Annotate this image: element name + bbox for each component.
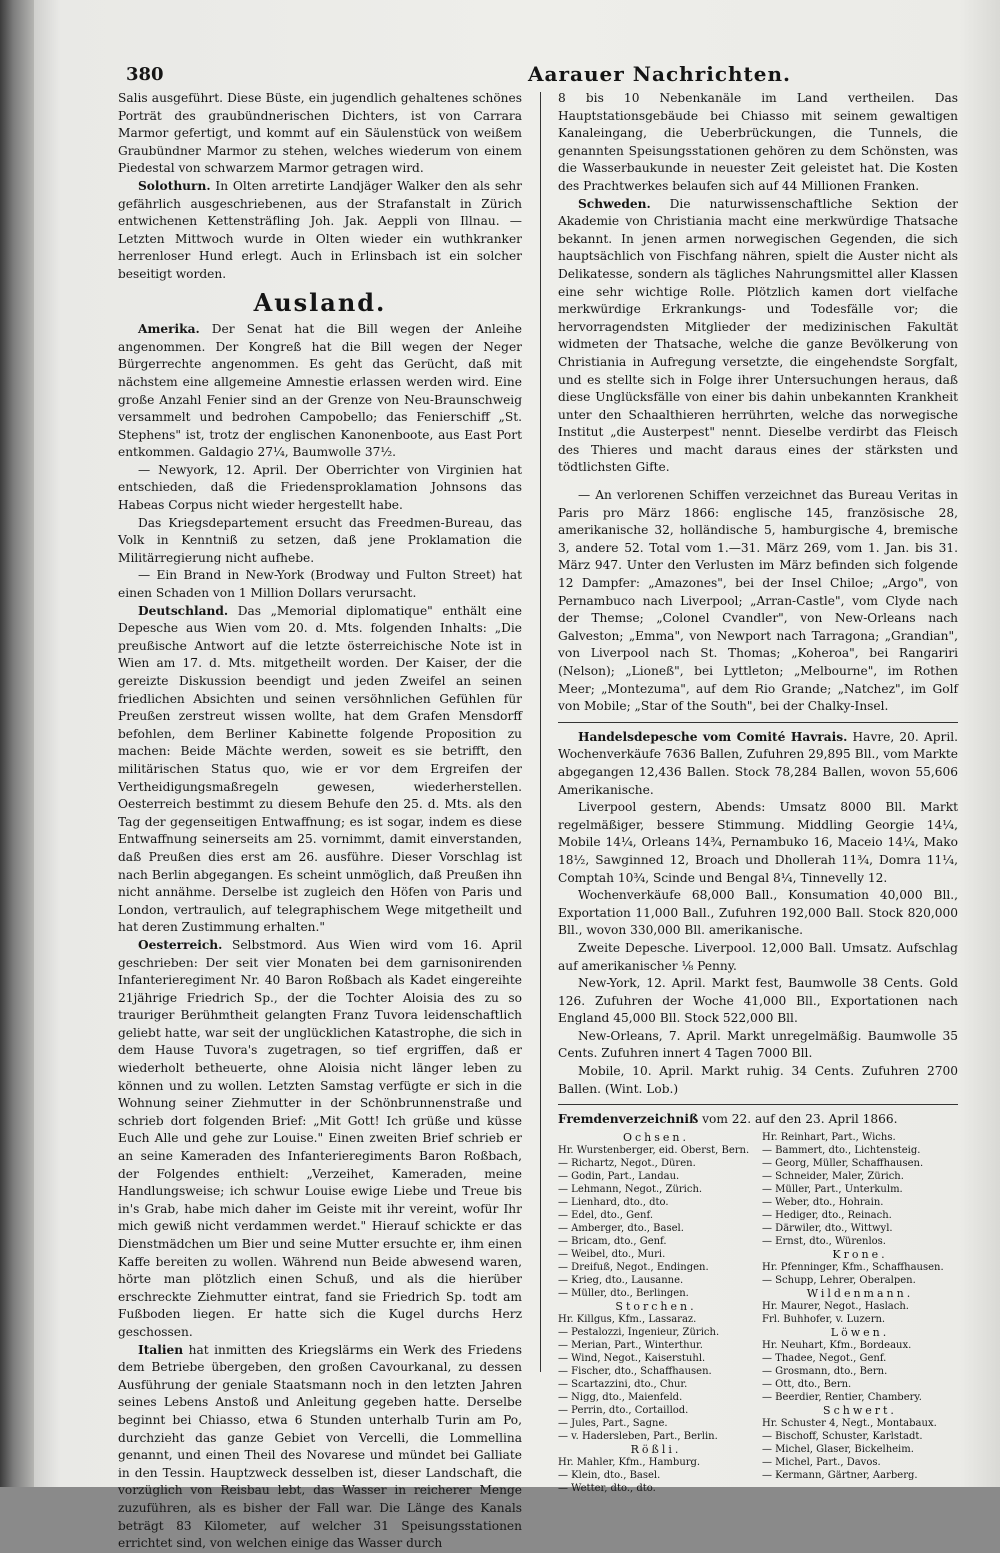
hotel-name: Storchen. xyxy=(615,1299,697,1313)
guest-entry: — Thadee, Negot., Genf. xyxy=(762,1352,887,1364)
guest-entry: — Schupp, Lehrer, Oberalpen. xyxy=(762,1274,916,1286)
paragraph-deutschland xyxy=(118,603,522,937)
hotel-name: Wildenmann. xyxy=(806,1286,914,1300)
fremden-left-column xyxy=(558,1131,754,1495)
hotel-name: Krone. xyxy=(832,1247,888,1261)
source-note: (Wint. Lob.) xyxy=(604,1081,679,1096)
guest-entry: — Beerdier, Rentier, Chambery. xyxy=(762,1391,922,1403)
guest-entry: — Hediger, dto., Reinach. xyxy=(762,1209,892,1221)
paragraph-new-york-markt: New-York, 12. April. Markt fest, Baumwolle 38 Cents. Gold 126. Zufuhren der Woche 41,000 Bll., Exportationen nach England 45,000 Bll. Stock 522,000 Bll. xyxy=(558,976,958,1026)
guest-entry: — Georg, Müller, Schaffhausen. xyxy=(762,1157,924,1169)
separator-rule-fremden xyxy=(558,1104,958,1105)
heading-deutschland: Deutschland. xyxy=(138,603,229,618)
guest-entry: — Nigg, dto., Maienfeld. xyxy=(558,1391,683,1403)
guest-entry: — Fischer, dto., Schaffhausen. xyxy=(558,1365,712,1377)
text-oesterreich: Selbstmord. Aus Wien wird vom 16. April geschrieben: Der seit vier Monaten bei dem garnisonirenden Infanterieregiment Nr. 40 Baron Roßbach als Kadet eingereihte 21jährige Friedrich Sp., der die Tochter Aloisia des zu so trauriger Berühmtheit gelangten Franz Tuvora leidenschaftlich geliebt hatte, war seit der unglücklichen Katastrophe, die sich in dem Hause Tuvora's zugetragen, so tief ergriffen, daß er wiederholt betheuerte, ohne Aloisia nicht länger leben zu können und zu wollen. Letzten Samstag verfügte er sich in die Wohnung seiner Ziehmutter in der Schönbrunnenstraße und schrieb dort folgenden Brief: „Mit Gott! Ich grüße und küsse Euch Alle und gehe zur Louise." Einen zweiten Brief schrieb er an seine Kameraden des Infanterieregiments Baron Roßbach, der Folgendes enthielt: „Verzeihet, Kameraden, meine Handlungsweise; ich schwur Louise ewige Liebe und Treue bis in's Grab, habe mich daher im Geiste mit ihr vereint, wofür Ihr mich gewiß nicht verdammen werdet." Hierauf schickte er das Dienstmädchen um Bier und seine Mutter ersuchte er, ihm einen Kaffe bereiten zu wollen. Während nun Beide abwesend waren, hörte man plötzlich einen Schuß, und als die hierüber erschreckte Ziehmutter eintrat, fand sie Friedrich Sp. todt am Fußboden liegen. Er hatte sich die Kugel durchs Herz geschossen. xyxy=(118,937,523,1339)
heading-solothurn: Solothurn. xyxy=(138,178,211,193)
page-header xyxy=(118,62,958,90)
guest-entry: — Amberger, dto., Basel. xyxy=(558,1222,684,1234)
guest-entry: — Ernst, dto., Würenlos. xyxy=(762,1235,886,1247)
paragraph-zweite-depesche: Zweite Depesche. Liverpool. 12,000 Ball. Umsatz. Aufschlag auf amerikanischer ⅛ Penny. xyxy=(558,940,958,973)
heading-italien: Italien xyxy=(138,1342,184,1357)
guest-entry: — v. Hadersleben, Part., Berlin. xyxy=(558,1430,718,1442)
guest-entry: — Richartz, Negot., Düren. xyxy=(558,1157,696,1169)
hotel-name: Löwen. xyxy=(830,1325,890,1339)
guest-entry: — Lienhard, dto., dto. xyxy=(558,1196,669,1208)
guest-entry: — Jules, Part., Sagne. xyxy=(558,1417,668,1429)
guest-entry: — Klein, dto., Basel. xyxy=(558,1469,661,1481)
paragraph-oesterreich xyxy=(118,937,522,1342)
guest-entry: Hr. Schuster 4, Negt., Montabaux. xyxy=(762,1417,937,1429)
newspaper-title: Aarauer Nachrichten. xyxy=(528,62,792,86)
text-deutschland: Das „Memorial diplomatique" enthält eine Depesche aus Wien vom 20. d. Mts. folgenden Inhalts: „Die preußische Antwort auf die letzte österreichische Note ist in Wien am 17. d. Mts. mitgetheilt worden. Der Kaiser, der die gereizte Diskussion beendigt und jeden Zweifel an seinen friedlichen Absichten und seinen versöhnlichen Gefühlen für Preußen zerstreut wissen wollte, hat dem Grafen Mensdorff befohlen, dem Berliner Kabinette folgende Proposition zu machen: Beide Mächte werden, soweit es sie betrifft, den militärischen Status quo, wie er vor dem Ergreifen der Vertheidigungsmaßregeln gewesen, wiederherstellen. Oesterreich bestimmt zu diesem Behufe den 25. d. Mts. als den Tag der gegenseitigen Entwaffnung; es ist sogar, indem es diese Entwaffnung seinerseits am 25. vornimmt, damit einverstanden, daß Preußen dies erst am 26. ausführe. Dieser Vorschlag ist nach Berlin abgegangen. Es scheint unmöglich, daß Preußen ihn nicht annähme. Derselbe ist zugleich den Höfen von Paris und London, vertraulich, auf telegraphischem Wege mitgetheilt und hat deren Zustimmung erhalten." xyxy=(118,603,522,935)
paragraph-italien xyxy=(118,1342,522,1553)
guest-entry: — Müller, dto., Berlingen. xyxy=(558,1287,689,1299)
guest-entry: — Perrin, dto., Cortaillod. xyxy=(558,1404,689,1416)
guest-entry: Hr. Wurstenberger, eid. Oberst, Bern. xyxy=(558,1144,750,1156)
guest-entry: — Lehmann, Negot., Zürich. xyxy=(558,1183,703,1195)
guest-entry: — Bricam, dto., Genf. xyxy=(558,1235,667,1247)
fremdenverzeichnis-title xyxy=(558,1111,958,1129)
guest-entry: — Bammert, dto., Lichtensteig. xyxy=(762,1144,921,1156)
paragraph-newyork: — Newyork, 12. April. Der Oberrichter von Virginien hat entschieden, daß die Friedensproklamation Johnsons das Habeas Corpus nicht wieder hergestellt habe. xyxy=(118,462,522,513)
text-schweden: Die naturwissenschaftliche Sektion der Akademie von Christiania macht eine merkwürdige Thatsache bekannt. In jenen armen norwegischen Gegenden, die sich hauptsächlich von Fischfang nähren, spielt die Auster nicht als Delikatesse, sondern als tägliches Nahrungsmittel aller Klassen eine sehr wichtige Rolle. Plötzlich kamen dort vielfache merkwürdige Erkrankungs- und Todesfälle vor; die hervorragendsten Mitglieder der medizinischen Fakultät widmeten der Thatsache, welche die ganze Bevölkerung von Christiania in Aufregung versetzte, die eingehendste Sorgfalt, und es stellte sich in Folge ihrer Untersuchungen heraus, daß diese Unglücksfälle von einer bis dahin unbekannten Krankheit unter den Schaalthieren herrührten, welche das norwegische Institut „die Austerpest" nennt. Dieselbe verdirbt das Fleisch des Thieres und macht daraus eines der stärksten und tödtlichsten Gifte. xyxy=(558,196,958,475)
guest-entry: — Kermann, Gärtner, Aarberg. xyxy=(762,1469,918,1481)
guest-entry: Hr. Maurer, Negot., Haslach. xyxy=(762,1300,909,1312)
paragraph-havre xyxy=(558,729,958,799)
text-italien: hat inmitten des Kriegslärms ein Werk des Friedens dem Betriebe übergeben, den großen Cavourkanal, zu dessen Ausführung der geniale Staatsmann noch in den letzten Jahren seines Lebens Anstoß und Anleitung gegeben hatte. Derselbe beginnt bei Chiasso, etwa 6 Stunden unterhalb Turin am Po, durchzieht das ganze Gebiet von Vercelli, die Lommellina genannt, und einen Theil des Novarese und mündet bei Galliate in den Tessin. Hauptzweck desselben ist, dieser Landschaft, die vorzüglich von Reisbau lebt, das Wasser in reicherer Menge zuzuführen, als es bisher der Fall war. Die Länge des Kanals beträgt 83 Kilometer, auf welcher 31 Speisungsstationen errichtet sind, von welchen einige das Wasser durch xyxy=(118,1342,522,1551)
guest-entry: — Pestalozzi, Ingenieur, Zürich. xyxy=(558,1326,720,1338)
heading-havre: Handelsdepesche vom Comité Havrais. xyxy=(578,729,848,744)
paragraph-kanal-continued: 8 bis 10 Nebenkanäle im Land vertheilen. Das Hauptstationsgebäude bei Chiasso mit seinem gewaltigen Kanaleingang, die Ueberbrückungen, die Tunnels, die genannten Speisungsstationen gehören zu dem Schönsten, was die Wasserbaukunde in neuester Zeit geleistet hat. Die Kosten des Prachtwerkes belaufen sich auf 44 Millionen Franken. xyxy=(558,91,958,193)
paragraph-solothurn xyxy=(118,178,522,284)
fremdenverzeichnis-list xyxy=(558,1131,958,1495)
guest-entry: Hr. Mahler, Kfm., Hamburg. xyxy=(558,1456,701,1468)
paragraph-new-orleans: New-Orleans, 7. April. Markt unregelmäßig. Baumwolle 35 Cents. Zufuhren innert 4 Tagen 7000 Bll. xyxy=(558,1028,958,1061)
paragraph-salis: Salis ausgeführt. Diese Büste, ein jugendlich gehaltenes schönes Porträt des graubündnerischen Dichters, ist von Carrara Marmor gefertigt, und kommt auf ein Säulenstück von weißem Graubündner Marmor zu stehen, welches wiederum von einem Piedestal von schwarzem Marmor getragen wird. xyxy=(118,91,522,176)
guest-entry: — Därwiler, dto., Wittwyl. xyxy=(762,1222,893,1234)
paragraph-liverpool: Liverpool gestern, Abends: Umsatz 8000 Bll. Markt regelmäßiger, bessere Stimmung. Middling Georgie 14¼, Mobile 14¼, Orleans 14¾, Pernambuko 16, Maceio 14¼, Mako 18½, Sawginned 12, Broach und Dhollerah 11¾, Domra 11¼, Comptah 10¾, Scinde und Bengal 8¼, Tinnevelly 12. xyxy=(558,800,958,885)
paragraph-kriegsdepartement: Das Kriegsdepartement ersucht das Freedmen-Bureau, das Volk in Kenntniß zu setzen, daß jene Proklamation die Militärregierung nicht aufhebe. xyxy=(118,515,522,565)
paragraph-brand: — Ein Brand in New-York (Brodway und Fulton Street) hat einen Schaden von 1 Million Dollars verursacht. xyxy=(118,568,522,601)
guest-entry: — Grosmann, dto., Bern. xyxy=(762,1365,888,1377)
guest-entry: Hr. Reinhart, Part., Wichs. xyxy=(762,1131,896,1143)
guest-entry: — Michel, Glaser, Bickelheim. xyxy=(762,1443,914,1455)
hotel-name: Schwert. xyxy=(823,1403,897,1417)
fremdenverzeichnis-date: vom 22. auf den 23. April 1866. xyxy=(702,1112,898,1127)
section-title-ausland: Ausland. xyxy=(253,287,387,317)
hotel-name: Ochsen. xyxy=(623,1130,689,1144)
text-havre: Havre, 20. April. Wochenverkäufe 7636 Ballen, Zufuhren 29,895 Bll., vom Markte abgegangen 12,436 Ballen. Stock 78,284 Ballen, wovon 55,606 Amerikanische. xyxy=(558,729,958,797)
heading-oesterreich: Oesterreich. xyxy=(138,937,223,952)
paragraph-amerika xyxy=(118,321,522,462)
guest-entry: — Wetter, dto., dto. xyxy=(558,1482,656,1494)
guest-entry: — Wind, Negot., Kaiserstuhl. xyxy=(558,1352,706,1364)
text-mobile: Mobile, 10. April. Markt ruhig. 34 Cents. Zufuhren 2700 Ballen. xyxy=(558,1064,958,1096)
guest-entry: Frl. Buhhofer, v. Luzern. xyxy=(762,1313,886,1325)
fremden-right-column xyxy=(762,1131,958,1495)
guest-entry: — Schneider, Maler, Zürich. xyxy=(762,1170,904,1182)
guest-entry: — Dreifuß, Negot., Endingen. xyxy=(558,1261,709,1273)
guest-entry: Hr. Killgus, Kfm., Lassaraz. xyxy=(558,1313,697,1325)
paragraph-schweden xyxy=(558,196,958,478)
guest-entry: — Edel, dto., Genf. xyxy=(558,1209,654,1221)
left-column xyxy=(118,90,522,1553)
column-divider xyxy=(540,92,541,1372)
paragraph-verlorene-schiffe: — An verlorenen Schiffen verzeichnet das Bureau Veritas in Paris pro März 1866: englische 145, französische 28, amerikanische 32, holländische 5, hamburgische 4, bremische 3, andere 52. Total vom 1.—31. März 269, vom 1. Jan. bis 31. März 947. Unter den Verlusten im März befinden sich folgende 12 Dampfer: „Amazones", bei der Insel Chiloe; „Argo", von Pernambuco nach Liverpool; „Arran-Castle", vom Clyde nach der Themse; „Colonel Cvandler", von New-Orleans nach Galveston; „Emma", von Newport nach Tarragona; „Grandian", von Liverpool nach St. Thomas; „Koheroa", bei Rangariri (Nelson); „Lioneß", bei Lyttleton; „Melbourne", im Rothen Meer; „Montezuma", auf dem Rio Grande; „Natchez", im Golf von Mobile; „Star of the South", bei der Chalky-Insel. xyxy=(558,488,958,714)
separator-rule xyxy=(558,722,958,723)
guest-entry: Hr. Neuhart, Kfm., Bordeaux. xyxy=(762,1339,912,1351)
guest-entry: — Weibel, dto., Muri. xyxy=(558,1248,666,1260)
guest-entry: — Michel, Part., Davos. xyxy=(762,1456,881,1468)
guest-entry: — Weber, dto., Hohrain. xyxy=(762,1196,884,1208)
text-solothurn: In Olten arretirte Landjäger Walker den als sehr gefährlich ausgeschriebenen, aus der Strafanstalt in Zürich entwichenen Kettensträfling Joh. Jak. Aeppli von Illnau. — Letzten Mittwoch wurde in Olten wieder ein wuthkranker herrenloser Hund erlegt. Auch in Erlinsbach ist ein solcher beseitigt worden. xyxy=(118,178,523,281)
heading-fremdenverzeichnis: Fremdenverzeichniß xyxy=(558,1112,699,1127)
guest-entry: Hr. Pfenninger, Kfm., Schaffhausen. xyxy=(762,1261,944,1273)
guest-entry: — Merian, Part., Winterthur. xyxy=(558,1339,703,1351)
heading-schweden: Schweden. xyxy=(578,196,651,211)
guest-entry: — Ott, dto., Bern. xyxy=(762,1378,852,1390)
guest-entry: — Scartazzini, dto., Chur. xyxy=(558,1378,688,1390)
text-amerika: Der Senat hat die Bill wegen der Anleihe angenommen. Der Kongreß hat die Bill wegen der Neger Bürgerrechte angenommen. Es geht das Gerücht, daß mit nächstem eine allgemeine Amnestie erlassen werden wird. Eine große Anzahl Fenier sind an der Grenze von Neu-Braunschweig versammelt und bedrohen Campobello; das Fenierschiff „St. Stephens" ist, trotz der englischen Kanonenboote, aus East Port entkommen. Galdagio 27¼, Baumwolle 37½. xyxy=(118,322,522,460)
paragraph-mobile xyxy=(558,1063,958,1098)
right-column xyxy=(558,90,958,1495)
paragraph-wochenverkaeufe: Wochenverkäufe 68,000 Ball., Konsumation 40,000 Bll., Exportation 11,000 Ball., Zufuhren 192,000 Ball. Stock 820,000 Bll., wovon 330,000 Bll. amerikanische. xyxy=(558,888,958,938)
guest-entry: — Bischoff, Schuster, Karlstadt. xyxy=(762,1430,923,1442)
heading-amerika: Amerika. xyxy=(138,322,200,337)
hotel-name: Rößli. xyxy=(630,1442,682,1456)
page-number: 380 xyxy=(126,64,164,85)
guest-entry: — Müller, Part., Unterkulm. xyxy=(762,1183,903,1195)
guest-entry: — Krieg, dto., Lausanne. xyxy=(558,1274,684,1286)
guest-entry: — Godin, Part., Landau. xyxy=(558,1170,680,1182)
